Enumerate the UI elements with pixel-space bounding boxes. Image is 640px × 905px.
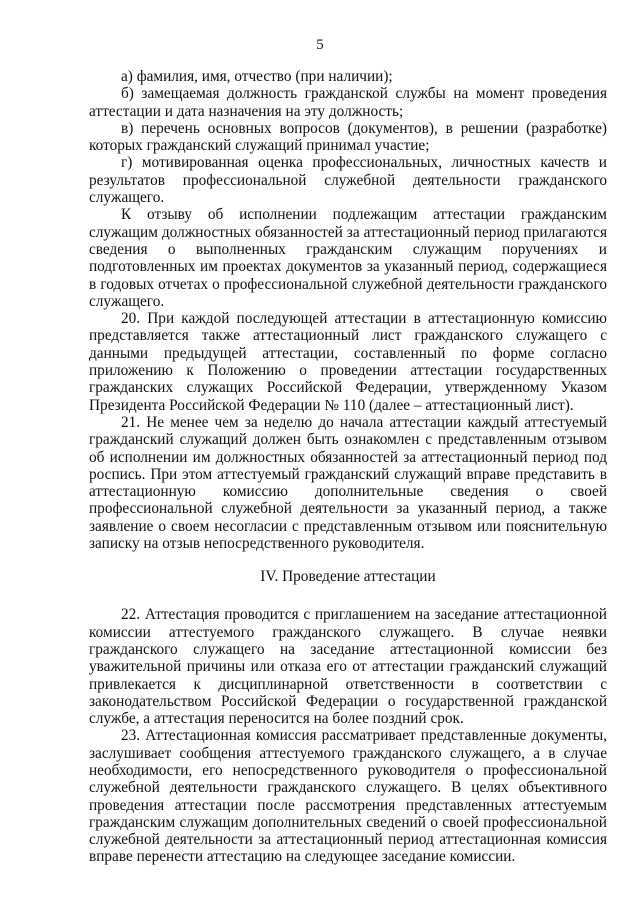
paragraph-item-c: в) перечень основных вопросов (документов), в решении (разработке) которых гражданский служащий принимал участие; bbox=[89, 119, 607, 155]
paragraph-item-a: а) фамилия, имя, отчество (при наличии); bbox=[121, 68, 393, 85]
paragraph-attachments: К отзыву об исполнении подлежащим аттестации гражданским служащим должностных обязанностей за аттестационный период прилагаются сведения о выполненных гражданским служащим поручениях и подготовленных им проектах документов за указанный период, содержащиеся в годовых отчетах о профессиональной служебной деятельности гражданского служащего. bbox=[89, 206, 607, 310]
page-number: 5 bbox=[316, 37, 324, 53]
document-body bbox=[89, 68, 607, 866]
paragraph-item-d: г) мотивированная оценка профессиональных, личностных качеств и результатов профессиональной служебной деятельности гражданского служащего. bbox=[89, 154, 607, 207]
paragraph-20: 20. При каждой последующей аттестации в аттестационную комиссию представляется также аттестационный лист гражданского служащего с данными предыдущей аттестации, составленный по форме согласно приложению к Положению о проведении аттестации государственных гражданских служащих Российской Федерации, утвержденному Указом Президента Российской Федерации № 110 (далее – аттестационный лист). bbox=[89, 310, 607, 414]
paragraph-item-b: б) замещаемая должность гражданской службы на момент проведения аттестации и дата назначения на эту должность; bbox=[89, 85, 607, 120]
paragraph-21: 21. Не менее чем за неделю до начала аттестации каждый аттестуемый гражданский служащий должен быть ознакомлен с представленным отзывом об исполнении им должностных обязанностей за аттестационный период под роспись. При этом аттестуемый гражданский служащий вправе представить в аттестационную комиссию дополнительные сведения о своей профессиональной служебной деятельности за указанный период, а также заявление о своем несогласии с представленным отзывом или пояснительную записку на отзыв непосредственного руководителя. bbox=[89, 413, 607, 553]
paragraph-23: 23. Аттестационная комиссия рассматривает представленные документы, заслушивает сообщения аттестуемого гражданского служащего, а в случае необходимости, его непосредственного руководителя о профессиональной служебной деятельности гражданского служащего. В целях объективного проведения аттестации после рассмотрения представленных аттестуемым гражданским служащим дополнительных сведений о своей профессиональной служебной деятельности за аттестационный период аттестационная комиссия вправе перенести аттестацию на следующее заседание комиссии. bbox=[89, 727, 607, 866]
paragraph-22: 22. Аттестация проводится с приглашением на заседание аттестационной комиссии аттестуемого гражданского служащего. В случае неявки гражданского служащего на заседание аттестационной комиссии без уважительной причины или отказа его от аттестации гражданский служащий привлекается к дисциплинарной ответственности в соответствии с законодательством Российской Федерации о государственной гражданской службе, а аттестация переносится на более поздний срок. bbox=[89, 606, 607, 728]
section-heading: IV. Проведение аттестации bbox=[260, 568, 436, 586]
